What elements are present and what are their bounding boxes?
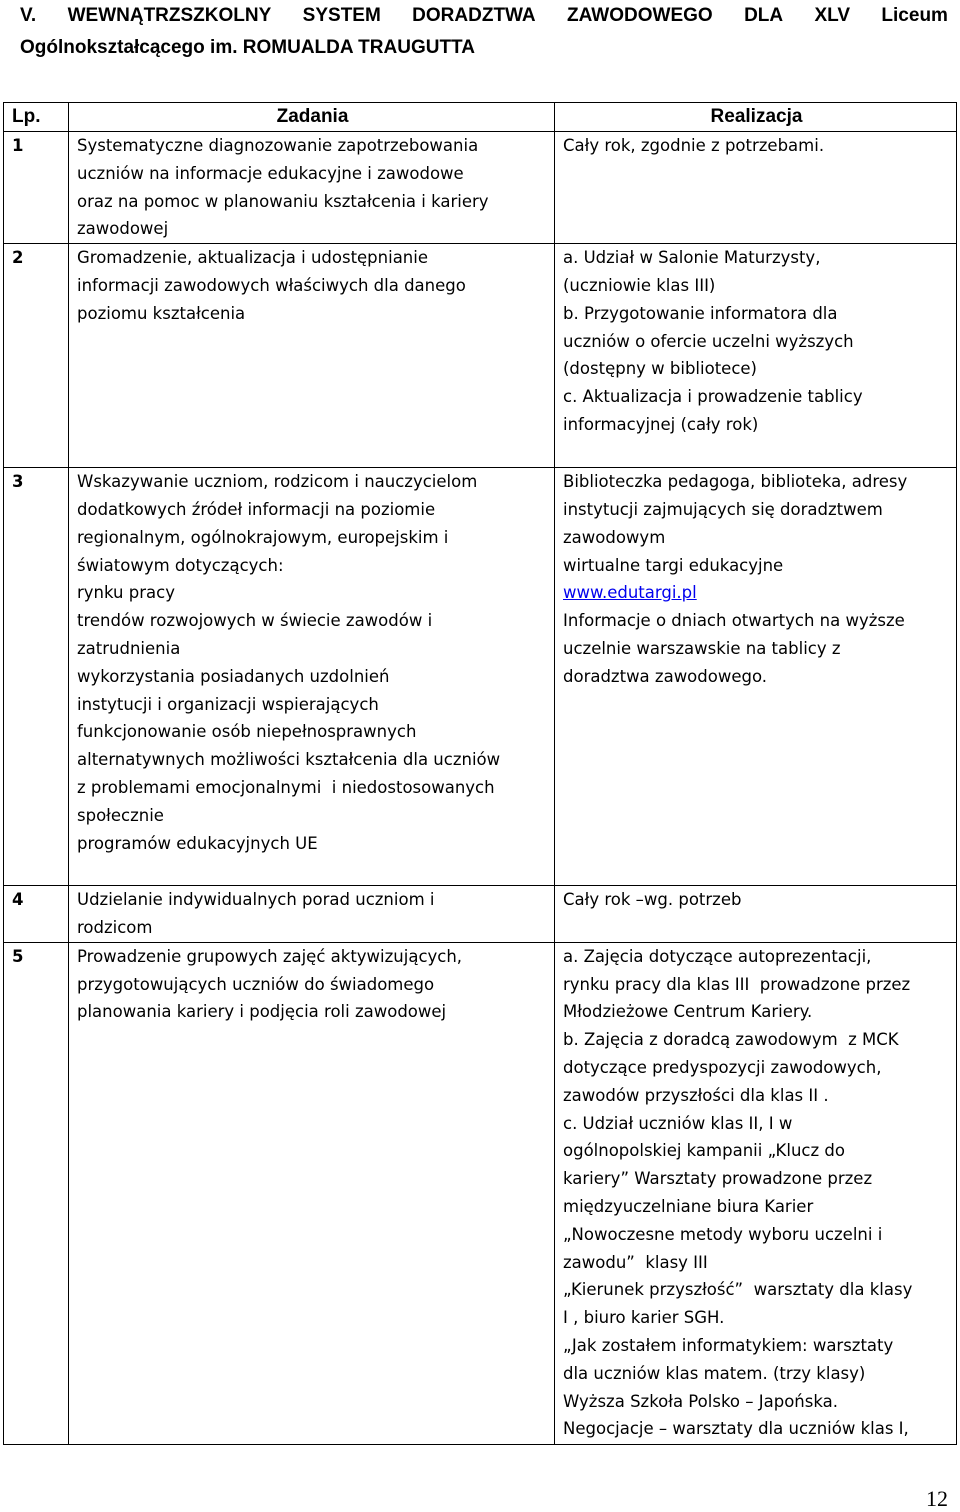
task-line: oraz na pomoc w planowaniu kształcenia i kariery — [77, 191, 489, 211]
table-header-row — [4, 103, 957, 132]
heading-word: WEWNĄTRZSZKOLNY — [67, 5, 272, 26]
edutargi-link[interactable]: www.edutargi.pl — [563, 583, 697, 603]
task-line: przygotowujących uczniów do świadomego — [77, 974, 435, 994]
task-line: Gromadzenie, aktualizacja i udostępnianie — [77, 248, 429, 268]
task-line: dodatkowych źródeł informacji na poziomie — [77, 499, 436, 519]
realization-line: instytucji zajmujących się doradztwem — [563, 499, 883, 519]
row-number: 4 — [4, 886, 69, 943]
task-line: z problemami emocjonalnymi i niedostosowanych — [77, 777, 495, 797]
task-line: poziomu kształcenia — [77, 303, 246, 323]
table-row — [4, 132, 957, 244]
realization-line: „Kierunek przyszłość” warsztaty dla klasy — [563, 1280, 913, 1300]
tasks-table — [3, 102, 957, 1445]
table-row — [4, 942, 957, 1444]
realization-line: zawodów przyszłości dla klas II . — [563, 1085, 829, 1105]
realization-line: b. Zajęcia z doradcą zawodowym z MCK — [563, 1030, 899, 1050]
header-tasks: Zadania — [69, 103, 555, 132]
task-cell — [69, 244, 555, 468]
task-line: Wskazywanie uczniom, rodzicom i nauczycielom — [77, 472, 478, 492]
realization-line: dotyczące predyspozycji zawodowych, — [563, 1057, 882, 1077]
task-line: uczniów na informacje edukacyjne i zawodowe — [77, 163, 464, 183]
realization-line: informacyjnej (cały rok) — [563, 414, 759, 434]
realization-cell — [555, 942, 957, 1444]
section-heading — [20, 0, 948, 64]
task-line: trendów rozwojowych w świecie zawodów i — [77, 611, 433, 631]
realization-line: „Jak zostałem informatykiem: warsztaty — [563, 1335, 894, 1355]
task-line: Udzielanie indywidualnych porad uczniom i — [77, 890, 435, 910]
realization-line: międzyuczelniane biura Karier — [563, 1196, 814, 1216]
realization-line: Cały rok, zgodnie z potrzebami. — [563, 136, 825, 155]
realization-line: kariery” Warsztaty prowadzone przez — [563, 1169, 873, 1189]
realization-line: uczelnie warszawskie na tablicy z — [563, 638, 841, 658]
realization-line: I , biuro karier SGH. — [563, 1308, 725, 1328]
realization-line: zawodu” klasy III — [563, 1252, 708, 1272]
task-line: instytucji i organizacji wspierających — [77, 694, 379, 714]
heading-word: ZAWODOWEGO — [567, 5, 713, 26]
realization-line — [563, 579, 950, 607]
realization-line: uczniów o ofercie uczelni wyższych — [563, 331, 854, 351]
heading-word: Liceum — [881, 5, 948, 26]
realization-line: (dostępny w bibliotece) — [563, 359, 757, 379]
table-row — [4, 244, 957, 468]
task-cell — [69, 886, 555, 943]
realization-line: c. Udział uczniów klas II, I w — [563, 1113, 793, 1133]
realization-line: „Nowoczesne metody wyboru uczelni i — [563, 1224, 883, 1244]
realization-cell — [555, 468, 957, 886]
realization-line: wirtualne targi edukacyjne — [563, 555, 784, 575]
realization-line: doradztwa zawodowego. — [563, 666, 768, 686]
task-line: regionalnym, ogólnokrajowym, europejskim i — [77, 527, 449, 547]
realization-cell — [555, 886, 957, 943]
realization-line: c. Aktualizacja i prowadzenie tablicy — [563, 387, 863, 407]
realization-line: a. Zajęcia dotyczące autoprezentacji, — [563, 946, 872, 966]
heading-line-1 — [20, 0, 948, 32]
realization-cell — [555, 244, 957, 468]
task-line: światowym dotyczących: — [77, 555, 284, 575]
realization-line: Młodzieżowe Centrum Kariery. — [563, 1002, 813, 1022]
task-line: alternatywnych możliwości kształcenia dla uczniów — [77, 750, 501, 770]
realization-line: a. Udział w Salonie Maturzysty, — [563, 248, 821, 268]
page-number: 12 — [926, 1486, 948, 1511]
row-number: 5 — [4, 942, 69, 1444]
header-realization: Realizacja — [555, 103, 957, 132]
realization-line: ogólnopolskiej kampanii „Klucz do — [563, 1141, 845, 1161]
task-cell — [69, 468, 555, 886]
realization-line: Biblioteczka pedagoga, biblioteka, adresy — [563, 472, 908, 492]
task-cell — [69, 942, 555, 1444]
realization-line: Negocjacje – warsztaty dla uczniów klas I, — [563, 1419, 909, 1439]
task-line: zawodowej — [77, 219, 169, 239]
heading-line-2: Ogólnokształcącego im. ROMUALDA TRAUGUTTA — [20, 37, 475, 58]
table-row — [4, 886, 957, 943]
task-line: zatrudnienia — [77, 638, 181, 658]
realization-line: rynku pracy dla klas III prowadzone przez — [563, 974, 911, 994]
heading-word: DLA — [744, 5, 784, 26]
task-line: informacji zawodowych właściwych dla danego — [77, 275, 466, 295]
realization-line: b. Przygotowanie informatora dla — [563, 303, 838, 323]
heading-word: SYSTEM — [302, 5, 381, 26]
row-number: 3 — [4, 468, 69, 886]
heading-word: V. — [20, 5, 37, 26]
row-number: 1 — [4, 132, 69, 244]
realization-line: Cały rok –wg. potrzeb — [563, 890, 742, 910]
task-line: Systematyczne diagnozowanie zapotrzebowania — [77, 136, 479, 155]
task-line: wykorzystania posiadanych uzdolnień — [77, 666, 390, 686]
task-line: społecznie — [77, 805, 164, 825]
task-line: programów edukacyjnych UE — [77, 833, 318, 853]
header-lp: Lp. — [4, 103, 69, 132]
task-line: funkcjonowanie osób niepełnosprawnych — [77, 722, 417, 742]
heading-word: DORADZTWA — [412, 5, 536, 26]
heading-word: XLV — [814, 5, 851, 26]
realization-line: Informacje o dniach otwartych na wyższe — [563, 611, 905, 631]
task-cell — [69, 132, 555, 244]
realization-line: dla uczniów klas matem. (trzy klasy) — [563, 1363, 866, 1383]
task-line: rynku pracy — [77, 583, 175, 603]
realization-line: zawodowym — [563, 527, 666, 547]
task-line: Prowadzenie grupowych zajęć aktywizujących, — [77, 946, 463, 966]
task-line: rodzicom — [77, 917, 153, 937]
realization-cell — [555, 132, 957, 244]
table-row — [4, 468, 957, 886]
task-line: planowania kariery i podjęcia roli zawodowej — [77, 1002, 447, 1022]
realization-line: Wyższa Szkoła Polsko – Japońska. — [563, 1391, 838, 1411]
realization-line: (uczniowie klas III) — [563, 275, 716, 295]
row-number: 2 — [4, 244, 69, 468]
